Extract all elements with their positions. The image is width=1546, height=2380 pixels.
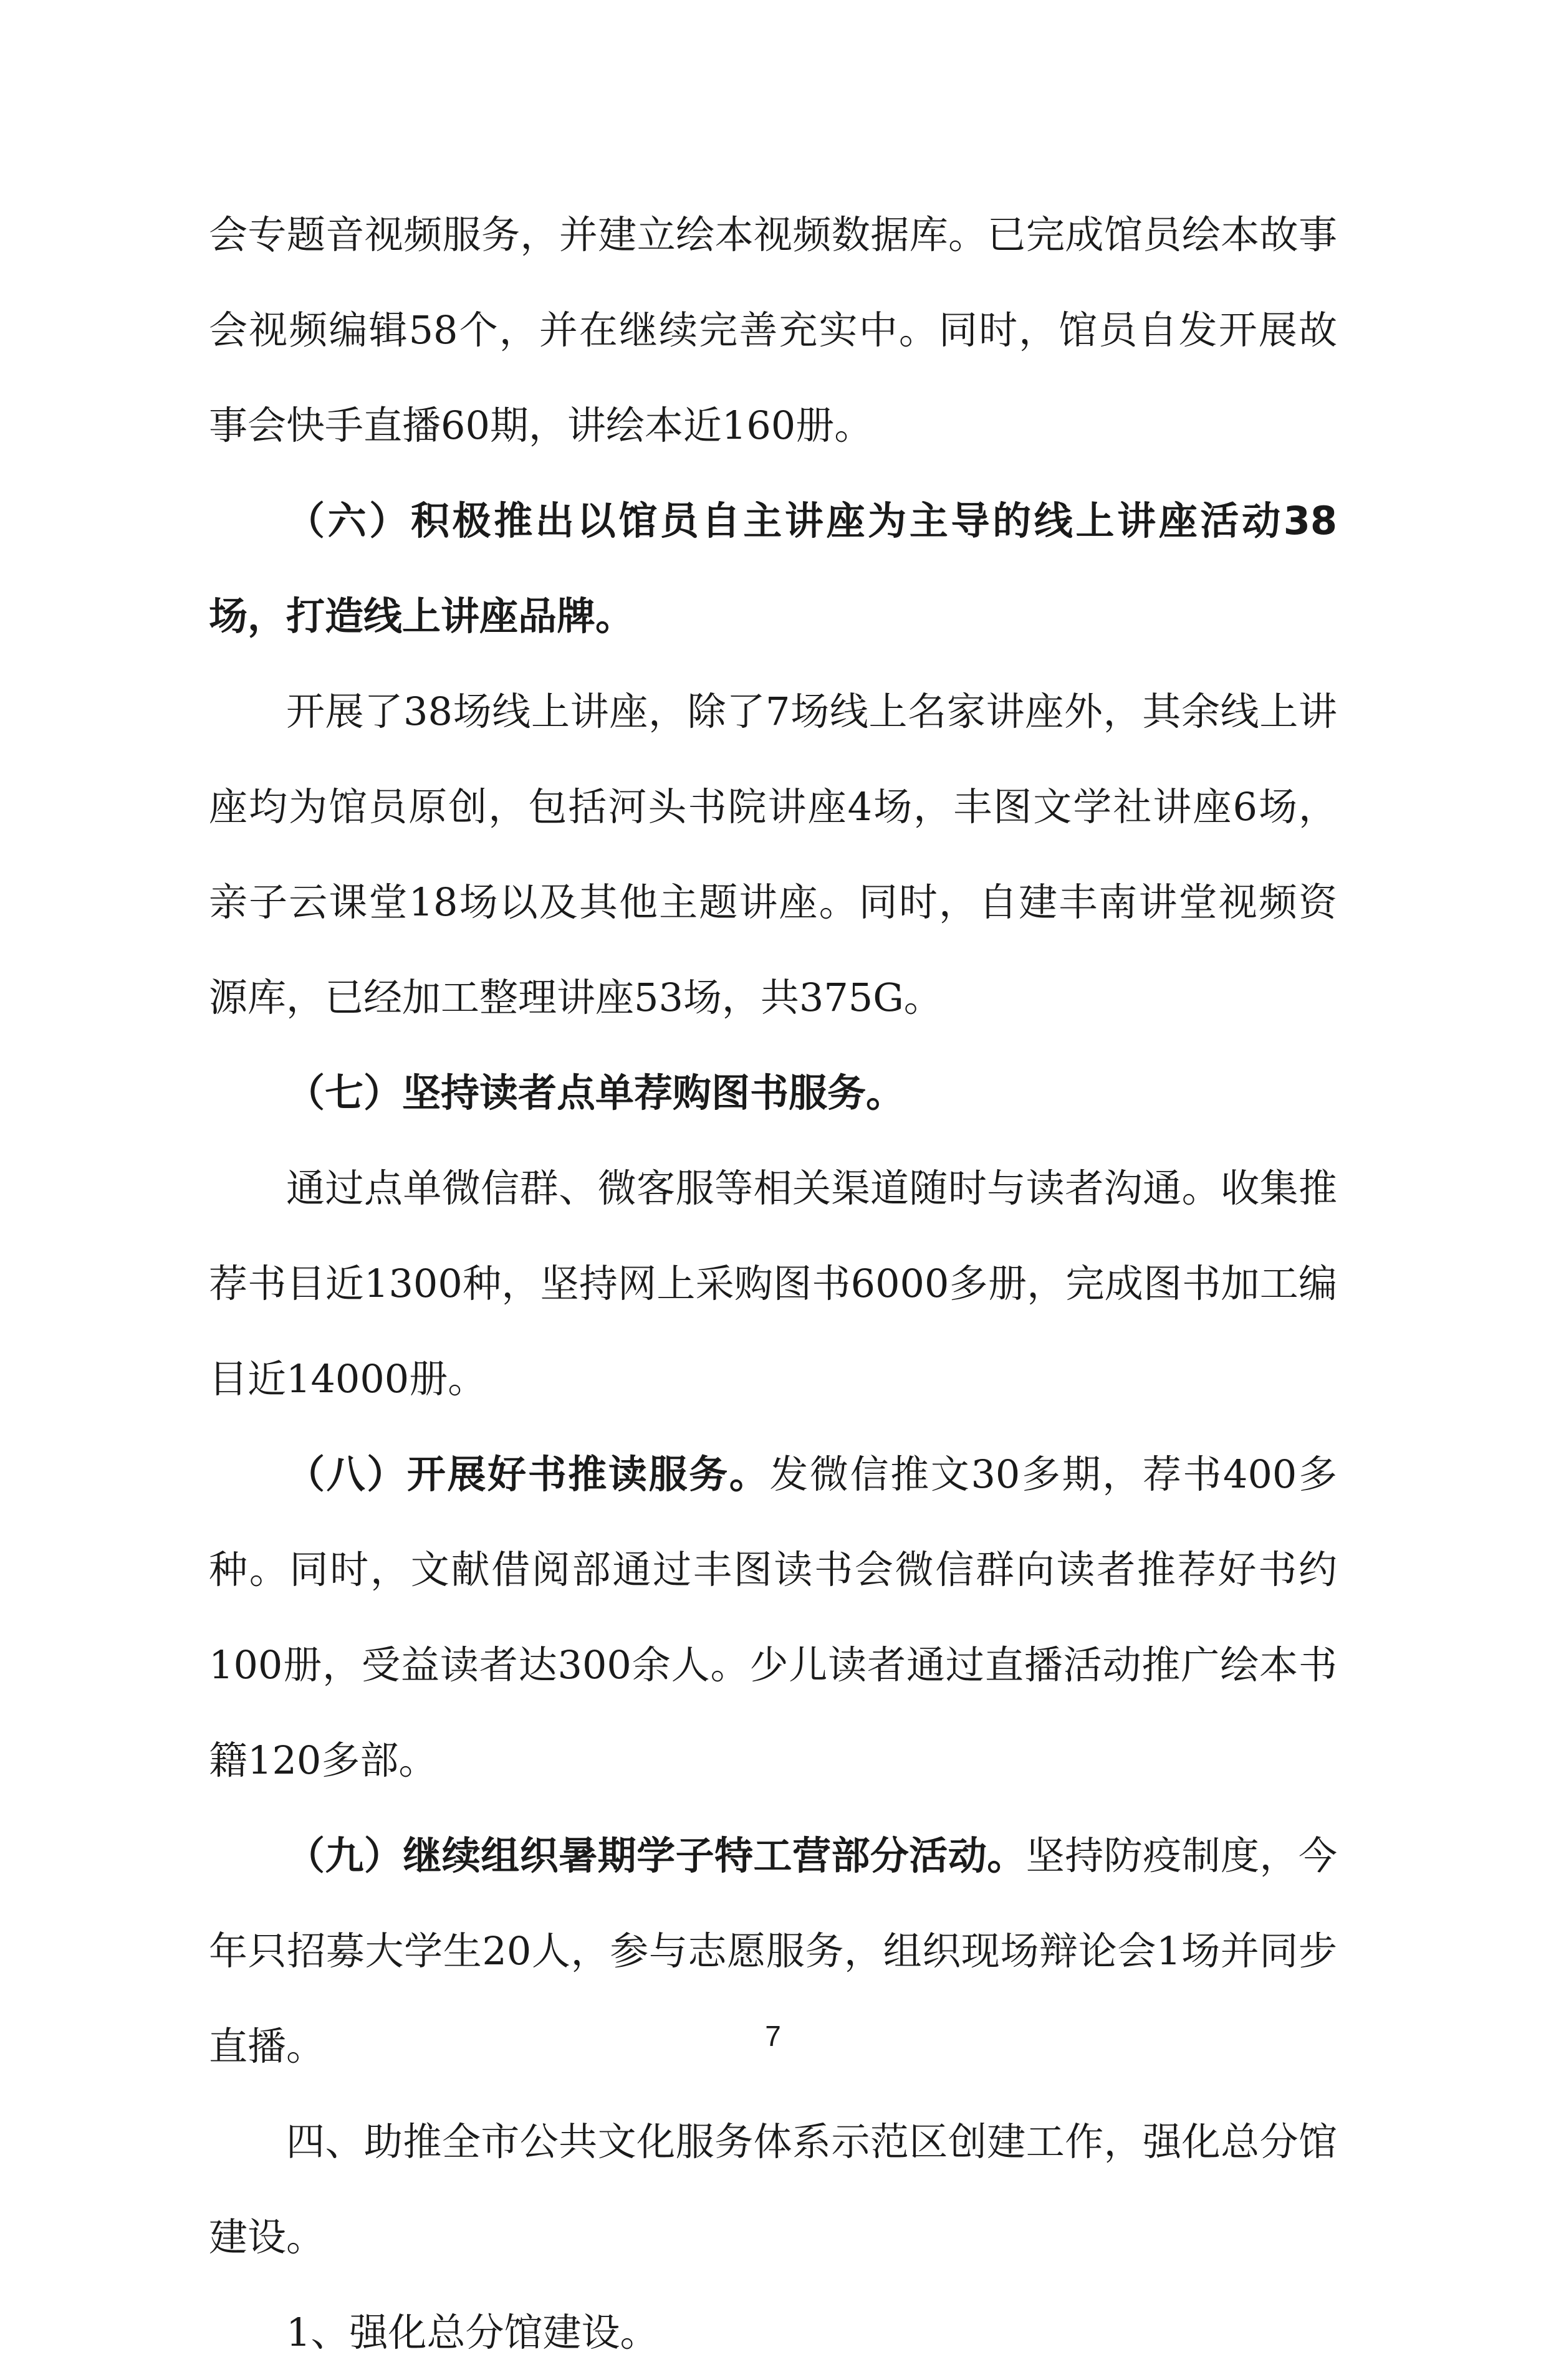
paragraph-eight: [209, 1427, 1337, 1808]
heading-seven: （七）坚持读者点单荐购图书服务。: [286, 1070, 905, 1116]
section-four-heading: 四、助推全市公共文化服务体系示范区创建工作，强化总分馆建设。: [209, 2119, 1337, 2260]
page-number: 7: [765, 2020, 781, 2052]
heading-nine: （九）继续组织暑期学子特工营部分活动。: [286, 1833, 1026, 1878]
subsection-one-heading: 1、强化总分馆建设。: [286, 2310, 659, 2355]
paragraph-continuation: 会专题音视频服务，并建立绘本视频数据库。已完成馆员绘本故事会视频编辑58个，并在继续完善充实中。同时，馆员自发开展故事会快手直播60期，讲绘本近160册。: [209, 212, 1337, 448]
heading-six: （六）积极推出以馆员自主讲座为主导的线上讲座活动38场，打造线上讲座品牌。: [209, 498, 1337, 639]
paragraph-lectures: 开展了38场线上讲座，除了7场线上名家讲座外，其余线上讲座均为馆员原创，包括河头书院讲座4场，丰图文学社讲座6场，亲子云课堂18场以及其他主题讲座。同时，自建丰南讲堂视频资源库，已经加工整理讲座53场，共375G。: [209, 689, 1337, 1020]
paragraph-nine-body: 坚持防疫制度，今年只招募大学生20人，参与志愿服务，组织现场辩论会1场并同步直播。: [209, 1833, 1337, 2069]
paragraph-eight-body: 发微信推文30多期，荐书400多种。同时，文献借阅部通过丰图读书会微信群向读者推荐好书约100册，受益读者达300余人。少儿读者通过直播活动推广绘本书籍120多部。: [209, 1451, 1337, 1783]
heading-eight: （八）开展好书推读服务。: [286, 1451, 770, 1497]
paragraph-book-purchase: 通过点单微信群、微客服等相关渠道随时与读者沟通。收集推荐书目近1300种，坚持网上采购图书6000多册，完成图书加工编目近14000册。: [209, 1165, 1337, 1402]
